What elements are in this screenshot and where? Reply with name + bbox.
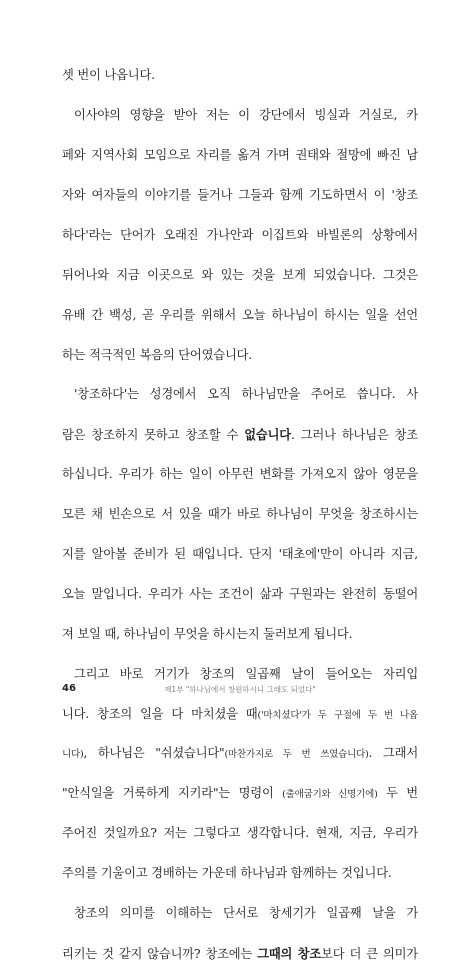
text-segment: , 하나님은 "쉬셨습니다" xyxy=(83,746,225,761)
text-line xyxy=(62,740,418,768)
emphasis-text: 그때의 창조 xyxy=(257,945,322,961)
text-line: 하십니다. 우리가 하는 일이 아무런 변화를 가져오지 않아 영문을 xyxy=(62,467,418,482)
text-segment: 두 번 xyxy=(377,786,418,801)
text-line: 창조의 의미를 이해하는 단서로 창세기가 일곱째 날을 가 xyxy=(74,906,418,920)
running-head: 제1부 "하나님에서 창원하시니 그래도 되었다" xyxy=(164,685,316,694)
text-segment: 리키는 것 같지 않습니까? 창조에는 xyxy=(62,946,258,961)
text-line: 주의를 기울이고 경배하는 가운데 하나님과 함께하는 것입니다. xyxy=(62,866,392,881)
text-line: 자와 여자들의 이야기를 들거나 그들과 함께 기도하면서 이 '창조 xyxy=(62,187,418,202)
text-line: 셋 번이 나옵니다. xyxy=(62,68,155,83)
text-line: 이사야의 영향을 받아 저는 이 강단에서 빙실과 거실로, 카 xyxy=(74,108,418,123)
text-line: '창조하다'는 성경에서 오직 하나님만을 주어로 씁니다. 사 xyxy=(74,387,418,402)
text-segment: . 그래서 xyxy=(368,746,418,761)
text-segment: 람은 창조하지 못하고 창조할 수 xyxy=(62,428,245,443)
text-line xyxy=(62,421,418,449)
text-line: 하다'라는 단어가 오래진 가나안과 이집트와 바빌론의 상황에서 xyxy=(62,227,418,242)
parenthetical-note: ('마치셨다'가 두 구절에 두 번 나옵 xyxy=(257,709,418,721)
text-line xyxy=(62,940,418,968)
text-line: 뒤어나와 지금 이곳으로 와 있는 것을 보게 되었습니다. 그것은 xyxy=(62,267,418,282)
text-line: 주어진 것일까요? 저는 그렇다고 생각합니다. 현재, 지금, 우리가 xyxy=(62,826,418,841)
text-line xyxy=(62,780,418,808)
parenthetical-note: (출애굽기와 신명기에) xyxy=(282,789,378,801)
text-segment: . 그러나 하나님은 창조 xyxy=(290,428,418,443)
text-line: 오늘 말입니다. 우리가 사는 조건이 삶과 구원과는 완전히 동떨어 xyxy=(62,586,418,601)
text-line: 유배 간 백성, 곧 우리를 위해서 오늘 하나님이 하시는 일을 선언 xyxy=(62,307,418,322)
page-number: 46 xyxy=(62,683,76,694)
emphasis-text: 없습니다 xyxy=(244,427,291,443)
parenthetical-note: (마찬가지로 두 번 쓰였습니다) xyxy=(224,749,369,761)
text-segment: "안식일을 거룩하게 지키라"는 명령이 xyxy=(62,786,283,801)
body-text xyxy=(62,50,418,980)
text-segment: 보다 더 큰 의미가 xyxy=(321,946,418,961)
text-line: 페와 지역사회 모임으로 자리를 옮겨 가며 권태와 절망에 빠진 남 xyxy=(62,148,418,163)
parenthetical-note: 니다) xyxy=(62,749,84,761)
text-line: 모른 채 빈손으로 서 있을 때가 바로 하나님이 무엇을 창조하시는 xyxy=(62,507,418,522)
text-line: 져 보일 때, 하나님이 무엇을 하시는지 둘러보게 됩니다. xyxy=(62,626,353,641)
text-segment: 니다. 창조의 일을 다 마치셨을 때 xyxy=(62,706,258,721)
text-line: 하는 적극적인 복음의 단어였습니다. xyxy=(62,347,253,362)
text-line: 그리고 바로 거기가 창조의 일곱째 날이 들어오는 자리입 xyxy=(74,666,418,681)
text-line xyxy=(62,701,418,729)
text-line: 지를 알아볼 준비가 된 때입니다. 단지 '태초에'만이 아니라 지금, xyxy=(62,546,418,561)
